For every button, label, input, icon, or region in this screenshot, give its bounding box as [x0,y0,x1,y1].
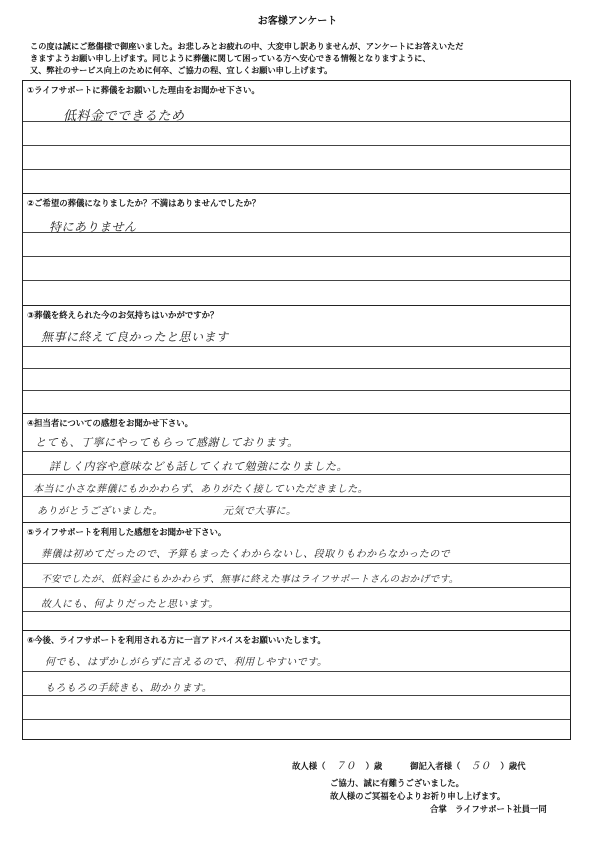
answer-4-line-3: 本当に小さな葬儀にもかかわらず、ありがたく接していただきました。 [33,484,369,495]
answer-4-line-1: とても、丁寧にやってもらって感謝しております。 [35,436,299,449]
answer-5-line-3: 故人にも、何よりだったと思います。 [41,599,219,610]
intro-line: きますようお願い申し上げます。同じように葬儀に関して困っている方へ安心できる情報となりますように、 [30,53,431,63]
deceased-label: 故人様（ [292,761,326,771]
question-1: ①ライフサポートに葬儀をお願いした理由をお聞かせ下さい。 [27,85,260,95]
intro-line: この度は誠にご愁傷様で御座いました。お悲しみとお疲れの中、大変申し訳ありませんが、アンケートにお答えいただ [30,41,464,51]
answer-1-line-1: 低料金でできるため [63,109,185,124]
answer-6-line-1: 何でも、はずかしがらずに言えるので、利用しやすいです。 [45,657,328,668]
answer-3-line-1: 無事に終えて良かったと思います [41,330,229,344]
answer-5-line-1: 葬儀は初めてだったので、予算もまったくわからないし、段取りもわからなかったので [41,549,451,560]
answer-4-line-2: 詳しく内容や意味なども話してくれて勉強になりました。 [49,460,348,473]
answer-4-line-4: ありがとうございました。 [37,506,163,517]
page-title: お客様アンケート [257,16,338,27]
writer-age: ５０ [470,761,491,772]
survey-form [22,80,571,740]
question-4: ④担当者についての感想をお聞かせ下さい。 [27,418,194,428]
question-6: ⑥今後、ライフサポートを利用される方に一言アドバイスをお願いいたします。 [27,635,326,645]
answer-4-line-5: 元気で大事に。 [223,506,297,517]
deceased-age: ７０ [335,761,356,772]
question-2: ②ご希望の葬儀になりましたか？不満はありませんでしたか？ [27,198,261,208]
answer-5-line-2: 不安でしたが、低料金にもかかわらず、無事に終えた事はライフサポートさんのおかげです。 [41,574,459,585]
section-6 [23,630,570,739]
prayer-text: 故人様のご冥福を心よりお祈り申し上げます。 [330,791,506,801]
writer-label: 御記入者様（ [410,761,461,771]
signature-text: 合掌 ライフサポート社員一同 [430,804,547,814]
section-2 [23,193,570,305]
intro-text [30,40,570,76]
answer-2-line-1: 特にありません [49,220,137,234]
answer-6-line-2: もろもろの手続きも、助かります。 [45,683,213,694]
section-4 [23,413,570,522]
age-row [292,757,525,772]
intro-line: 又、弊社のサービス向上のために何卒、ご協力の程、宜しくお願い申し上げます。 [30,65,333,75]
deceased-unit: ）歳 [365,761,383,771]
question-5: ⑤ライフサポートを利用した感想をお聞かせ下さい。 [27,527,227,537]
section-1 [23,81,570,193]
section-5 [23,522,570,630]
writer-unit: ）歳代 [500,761,526,771]
section-3 [23,305,570,413]
question-3: ③葬儀を終えられた今のお気持ちはいかがですか？ [27,310,219,320]
thanks-text: ご協力、誠に有難うございました。 [330,778,464,788]
